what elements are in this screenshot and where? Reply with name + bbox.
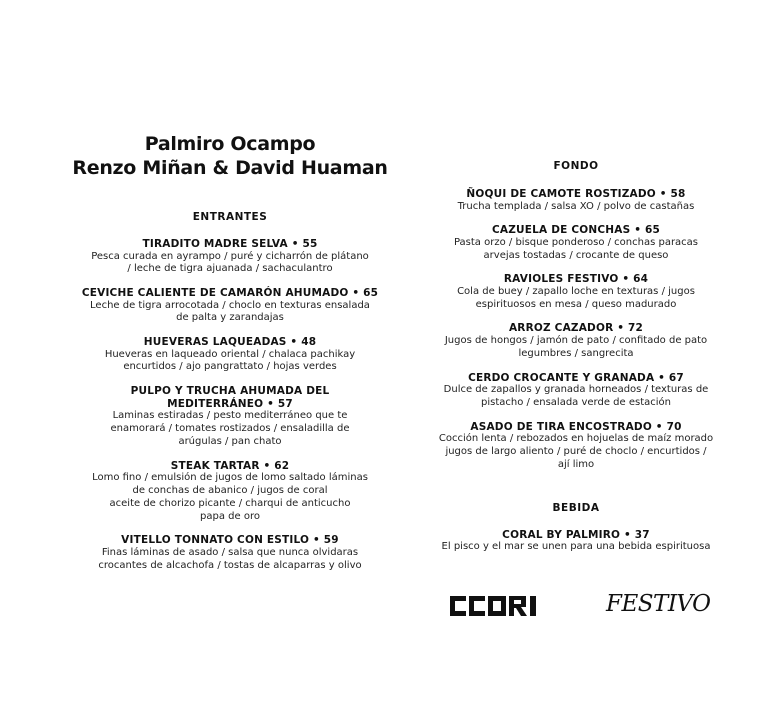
festivo-logo: FESTIVO bbox=[606, 591, 711, 617]
dish-item bbox=[40, 534, 420, 572]
dish-description: Trucha templada / salsa XO / polvo de castañas bbox=[457, 200, 695, 212]
section-title-bebida: BEBIDA bbox=[552, 501, 600, 514]
dish-description: Pasta orzo / bisque ponderoso / conchas paracas arvejas tostadas / crocante de queso bbox=[453, 236, 699, 261]
dish-item bbox=[40, 385, 420, 448]
dish-item bbox=[424, 529, 728, 554]
dish-item bbox=[40, 287, 420, 325]
dish-name: ASADO DE TIRA ENCOSTRADO • 70 bbox=[470, 420, 682, 433]
dish-name: ÑOQUI DE CAMOTE ROSTIZADO • 58 bbox=[466, 188, 686, 200]
ccori-logo-mark bbox=[450, 596, 544, 616]
dish-description: El pisco y el mar se unen para una bebida espirituosa bbox=[441, 541, 711, 553]
dish-item bbox=[424, 421, 728, 472]
dish-name: PULPO Y TRUCHA AHUMADA DEL MEDITERRÁNEO • 57 bbox=[130, 385, 330, 410]
dish-description: Leche de tigra arrocotada / choclo en texturas ensalada de palta y zarandajas bbox=[90, 299, 370, 324]
section-title-entrantes: ENTRANTES bbox=[192, 211, 268, 223]
dish-description: Dulce de zapallos y granada horneados / texturas de pistacho / ensalada verde de estación bbox=[443, 384, 709, 408]
section-title-fondo: FONDO bbox=[553, 160, 599, 172]
ccori-logo bbox=[450, 596, 544, 616]
dish-item bbox=[40, 336, 420, 374]
chef-name-2: Renzo Miñan & David Huaman bbox=[72, 157, 388, 179]
dish-description: Finas láminas de asado / salsa que nunca olvidaras crocantes de alcachofa / tostas de alcaparras y olivo bbox=[98, 546, 362, 571]
dish-name: TIRADITO MADRE SELVA • 55 bbox=[142, 238, 318, 250]
dish-item bbox=[424, 372, 728, 410]
dish-description: Lomo fino / emulsión de jugos de lomo saltado láminas de conchas de abanico / jugos de coral aceite de chorizo picante / charqui de anticucho papa de oro bbox=[92, 472, 368, 522]
dish-name: HUEVERAS LAQUEADAS • 48 bbox=[143, 336, 317, 349]
dish-item bbox=[40, 460, 420, 524]
dish-description: Cola de buey / zapallo loche en texturas / jugos espirituosos en mesa / queso madurado bbox=[457, 285, 695, 310]
dish-item bbox=[424, 322, 728, 360]
dish-description: Pesca curada en ayrampo / puré y cicharrón de plátano / leche de tigra ajuanada / sachaculantro bbox=[91, 250, 369, 275]
chef-name-1: Palmiro Ocampo bbox=[144, 133, 316, 155]
dish-description: Jugos de hongos / jamón de pato / confitado de pato legumbres / sangrecita bbox=[444, 334, 708, 359]
dish-name: CEVICHE CALIENTE DE CAMARÓN AHUMADO • 65 bbox=[81, 287, 379, 300]
dish-item bbox=[424, 273, 728, 311]
dish-name: CORAL BY PALMIRO • 37 bbox=[502, 528, 650, 541]
left-column bbox=[40, 132, 420, 583]
dish-name: VITELLO TONNATO CON ESTILO • 59 bbox=[121, 534, 339, 547]
dish-description: Cocción lenta / rebozados en hojuelas de maíz morado jugos de largo aliento / puré de choclo / encurtidos / ají limo bbox=[438, 433, 714, 470]
dish-description: Hueveras en laqueado oriental / chalaca pachikay encurtidos / ajo pangrattato / hojas verdes bbox=[104, 348, 356, 373]
dish-name: CAZUELA DE CONCHAS • 65 bbox=[492, 224, 660, 237]
dish-description: Laminas estiradas / pesto mediterráneo que te enamorará / tomates rostizados / ensaladilla de arúgulas / pan chato bbox=[110, 410, 350, 447]
dish-item bbox=[424, 188, 728, 213]
dish-name: CERDO CROCANTE Y GRANADA • 67 bbox=[468, 371, 684, 384]
dish-name: ARROZ CAZADOR • 72 bbox=[508, 322, 644, 335]
dish-item bbox=[424, 224, 728, 262]
dish-name: RAVIOLES FESTIVO • 64 bbox=[503, 273, 649, 286]
dish-name: STEAK TARTAR • 62 bbox=[170, 459, 290, 472]
right-column bbox=[424, 160, 728, 565]
dish-item bbox=[40, 238, 420, 276]
